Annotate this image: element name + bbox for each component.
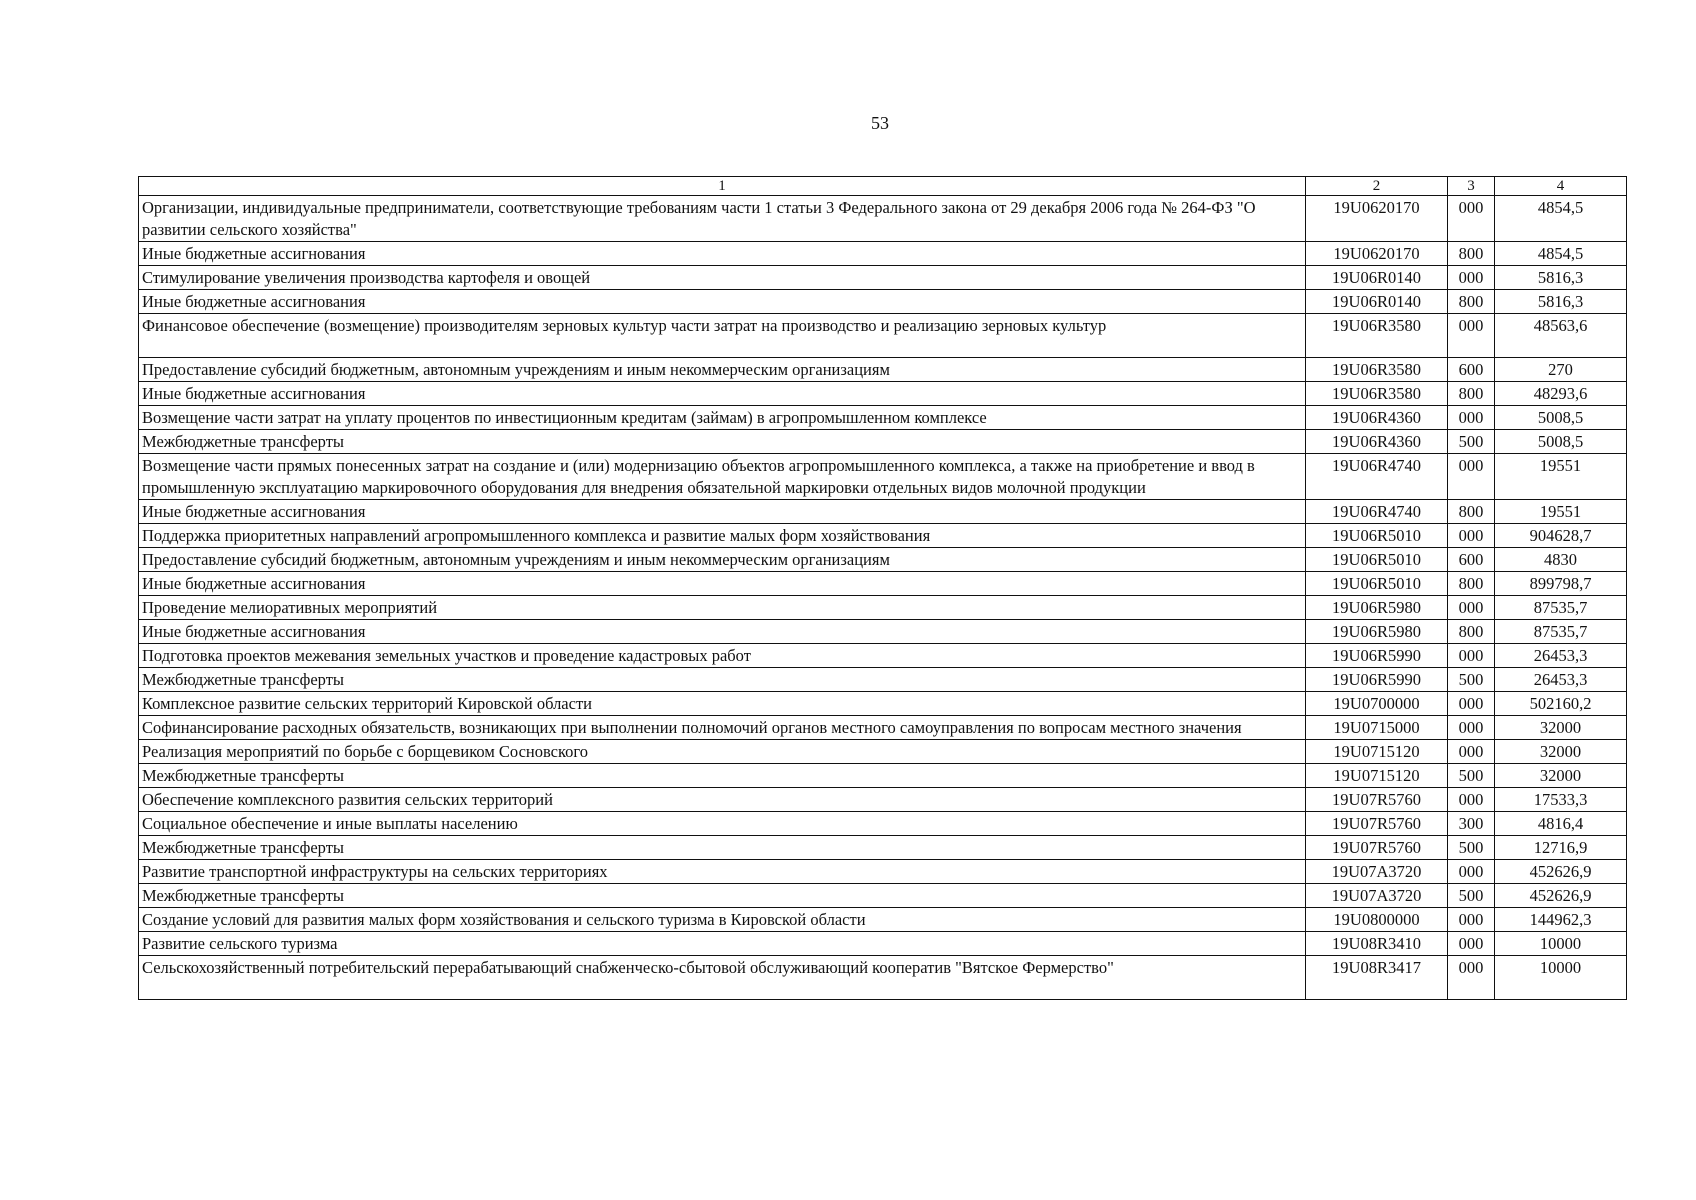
code-cell: 19U06R3580 xyxy=(1306,314,1448,358)
name-cell: Социальное обеспечение и иные выплаты населению xyxy=(139,812,1306,836)
expense-type-cell: 000 xyxy=(1448,860,1495,884)
name-cell: Финансовое обеспечение (возмещение) производителям зерновых культур части затрат на производство и реализацию зерновых культур xyxy=(139,314,1306,358)
name-cell: Сельскохозяйственный потребительский перерабатывающий снабженческо-сбытовой обслуживающий кооператив "Вятское Фермерство" xyxy=(139,956,1306,1000)
code-cell: 19U0715000 xyxy=(1306,716,1448,740)
expense-type-cell: 000 xyxy=(1448,406,1495,430)
sum-cell: 10000 xyxy=(1495,956,1627,1000)
sum-cell: 19551 xyxy=(1495,500,1627,524)
sum-cell: 48293,6 xyxy=(1495,382,1627,406)
code-cell: 19U06R5990 xyxy=(1306,668,1448,692)
sum-cell: 17533,3 xyxy=(1495,788,1627,812)
table-row xyxy=(139,860,1627,884)
sum-cell: 48563,6 xyxy=(1495,314,1627,358)
expense-type-cell: 300 xyxy=(1448,812,1495,836)
table-row xyxy=(139,956,1627,1000)
table-row xyxy=(139,548,1627,572)
code-cell: 19U0700000 xyxy=(1306,692,1448,716)
code-cell: 19U08R3417 xyxy=(1306,956,1448,1000)
sum-cell: 32000 xyxy=(1495,764,1627,788)
sum-cell: 5008,5 xyxy=(1495,430,1627,454)
table-row xyxy=(139,620,1627,644)
expense-type-cell: 000 xyxy=(1448,266,1495,290)
name-cell: Иные бюджетные ассигнования xyxy=(139,500,1306,524)
name-cell: Возмещение части прямых понесенных затрат на создание и (или) модернизацию объектов агропромышленного комплекса, а также на приобретение и ввод в промышленную эксплуатацию маркировочного оборудования для внедрения обязательной маркировки отдельных видов молочной продукции xyxy=(139,454,1306,500)
name-cell: Иные бюджетные ассигнования xyxy=(139,290,1306,314)
name-cell: Подготовка проектов межевания земельных участков и проведение кадастровых работ xyxy=(139,644,1306,668)
expense-type-cell: 000 xyxy=(1448,644,1495,668)
expense-type-cell: 500 xyxy=(1448,764,1495,788)
sum-cell: 10000 xyxy=(1495,932,1627,956)
table-row xyxy=(139,314,1627,358)
expense-type-cell: 800 xyxy=(1448,382,1495,406)
sum-cell: 4830 xyxy=(1495,548,1627,572)
code-cell: 19U06R4360 xyxy=(1306,406,1448,430)
table-row xyxy=(139,836,1627,860)
sum-cell: 32000 xyxy=(1495,716,1627,740)
sum-cell: 899798,7 xyxy=(1495,572,1627,596)
expense-type-cell: 800 xyxy=(1448,620,1495,644)
expense-type-cell: 000 xyxy=(1448,314,1495,358)
table-row xyxy=(139,524,1627,548)
sum-cell: 87535,7 xyxy=(1495,620,1627,644)
sum-cell: 4854,5 xyxy=(1495,196,1627,242)
table-row xyxy=(139,242,1627,266)
sum-cell: 12716,9 xyxy=(1495,836,1627,860)
table-row xyxy=(139,764,1627,788)
code-cell: 19U07A3720 xyxy=(1306,884,1448,908)
expense-type-cell: 500 xyxy=(1448,884,1495,908)
sum-cell: 502160,2 xyxy=(1495,692,1627,716)
sum-cell: 87535,7 xyxy=(1495,596,1627,620)
name-cell: Предоставление субсидий бюджетным, автономным учреждениям и иным некоммерческим организациям xyxy=(139,548,1306,572)
expense-type-cell: 600 xyxy=(1448,548,1495,572)
code-cell: 19U08R3410 xyxy=(1306,932,1448,956)
name-cell: Организации, индивидуальные предприниматели, соответствующие требованиям части 1 статьи 3 Федерального закона от 29 декабря 2006 года № 264-ФЗ "О развитии сельского хозяйства" xyxy=(139,196,1306,242)
expense-type-cell: 000 xyxy=(1448,692,1495,716)
expense-type-cell: 800 xyxy=(1448,572,1495,596)
name-cell: Межбюджетные трансферты xyxy=(139,668,1306,692)
name-cell: Поддержка приоритетных направлений агропромышленного комплекса и развитие малых форм хозяйствования xyxy=(139,524,1306,548)
code-cell: 19U06R0140 xyxy=(1306,266,1448,290)
expense-type-cell: 600 xyxy=(1448,358,1495,382)
code-cell: 19U06R0140 xyxy=(1306,290,1448,314)
code-cell: 19U0800000 xyxy=(1306,908,1448,932)
table-row xyxy=(139,454,1627,500)
table-row xyxy=(139,572,1627,596)
code-cell: 19U06R4740 xyxy=(1306,500,1448,524)
header-col-4: 4 xyxy=(1495,177,1627,196)
code-cell: 19U06R5980 xyxy=(1306,620,1448,644)
name-cell: Комплексное развитие сельских территорий Кировской области xyxy=(139,692,1306,716)
table-row xyxy=(139,266,1627,290)
sum-cell: 19551 xyxy=(1495,454,1627,500)
expense-type-cell: 000 xyxy=(1448,740,1495,764)
header-col-3: 3 xyxy=(1448,177,1495,196)
name-cell: Предоставление субсидий бюджетным, автономным учреждениям и иным некоммерческим организациям xyxy=(139,358,1306,382)
table-body xyxy=(139,196,1627,1000)
expense-type-cell: 000 xyxy=(1448,196,1495,242)
sum-cell: 4816,4 xyxy=(1495,812,1627,836)
code-cell: 19U07R5760 xyxy=(1306,788,1448,812)
table-row xyxy=(139,406,1627,430)
table-row xyxy=(139,812,1627,836)
expense-type-cell: 000 xyxy=(1448,932,1495,956)
code-cell: 19U07R5760 xyxy=(1306,836,1448,860)
name-cell: Иные бюджетные ассигнования xyxy=(139,572,1306,596)
name-cell: Иные бюджетные ассигнования xyxy=(139,382,1306,406)
budget-table xyxy=(138,176,1627,1000)
code-cell: 19U06R5010 xyxy=(1306,524,1448,548)
header-col-1: 1 xyxy=(139,177,1306,196)
code-cell: 19U0620170 xyxy=(1306,196,1448,242)
expense-type-cell: 800 xyxy=(1448,500,1495,524)
table-row xyxy=(139,196,1627,242)
page-number: 53 xyxy=(871,113,889,133)
header-col-2: 2 xyxy=(1306,177,1448,196)
code-cell: 19U06R4740 xyxy=(1306,454,1448,500)
code-cell: 19U06R5990 xyxy=(1306,644,1448,668)
table-row xyxy=(139,716,1627,740)
name-cell: Создание условий для развития малых форм хозяйствования и сельского туризма в Кировской области xyxy=(139,908,1306,932)
code-cell: 19U06R5010 xyxy=(1306,572,1448,596)
code-cell: 19U07A3720 xyxy=(1306,860,1448,884)
expense-type-cell: 500 xyxy=(1448,668,1495,692)
table-row xyxy=(139,290,1627,314)
name-cell: Обеспечение комплексного развития сельских территорий xyxy=(139,788,1306,812)
sum-cell: 270 xyxy=(1495,358,1627,382)
name-cell: Софинансирование расходных обязательств, возникающих при выполнении полномочий органов местного самоуправления по вопросам местного значения xyxy=(139,716,1306,740)
sum-cell: 26453,3 xyxy=(1495,644,1627,668)
name-cell: Проведение мелиоративных мероприятий xyxy=(139,596,1306,620)
code-cell: 19U06R3580 xyxy=(1306,358,1448,382)
table-row xyxy=(139,430,1627,454)
expense-type-cell: 000 xyxy=(1448,956,1495,1000)
expense-type-cell: 000 xyxy=(1448,716,1495,740)
expense-type-cell: 800 xyxy=(1448,242,1495,266)
table-row xyxy=(139,358,1627,382)
table-row xyxy=(139,382,1627,406)
table-row xyxy=(139,788,1627,812)
sum-cell: 32000 xyxy=(1495,740,1627,764)
table-row xyxy=(139,884,1627,908)
name-cell: Развитие сельского туризма xyxy=(139,932,1306,956)
name-cell: Иные бюджетные ассигнования xyxy=(139,620,1306,644)
name-cell: Стимулирование увеличения производства картофеля и овощей xyxy=(139,266,1306,290)
sum-cell: 5008,5 xyxy=(1495,406,1627,430)
sum-cell: 452626,9 xyxy=(1495,884,1627,908)
sum-cell: 4854,5 xyxy=(1495,242,1627,266)
name-cell: Возмещение части затрат на уплату процентов по инвестиционным кредитам (займам) в агропромышленном комплексе xyxy=(139,406,1306,430)
code-cell: 19U0715120 xyxy=(1306,764,1448,788)
expense-type-cell: 500 xyxy=(1448,430,1495,454)
code-cell: 19U06R5010 xyxy=(1306,548,1448,572)
table-row xyxy=(139,668,1627,692)
code-cell: 19U06R4360 xyxy=(1306,430,1448,454)
expense-type-cell: 000 xyxy=(1448,524,1495,548)
sum-cell: 5816,3 xyxy=(1495,266,1627,290)
table-row xyxy=(139,500,1627,524)
expense-type-cell: 000 xyxy=(1448,908,1495,932)
table-row xyxy=(139,692,1627,716)
code-cell: 19U0715120 xyxy=(1306,740,1448,764)
sum-cell: 452626,9 xyxy=(1495,860,1627,884)
expense-type-cell: 000 xyxy=(1448,596,1495,620)
name-cell: Иные бюджетные ассигнования xyxy=(139,242,1306,266)
sum-cell: 5816,3 xyxy=(1495,290,1627,314)
table-row xyxy=(139,596,1627,620)
code-cell: 19U0620170 xyxy=(1306,242,1448,266)
header-row xyxy=(139,177,1627,196)
table-row xyxy=(139,644,1627,668)
name-cell: Межбюджетные трансферты xyxy=(139,836,1306,860)
code-cell: 19U06R5980 xyxy=(1306,596,1448,620)
table-row xyxy=(139,932,1627,956)
code-cell: 19U06R3580 xyxy=(1306,382,1448,406)
sum-cell: 144962,3 xyxy=(1495,908,1627,932)
name-cell: Межбюджетные трансферты xyxy=(139,884,1306,908)
name-cell: Межбюджетные трансферты xyxy=(139,430,1306,454)
table-row xyxy=(139,740,1627,764)
expense-type-cell: 500 xyxy=(1448,836,1495,860)
expense-type-cell: 000 xyxy=(1448,454,1495,500)
code-cell: 19U07R5760 xyxy=(1306,812,1448,836)
name-cell: Реализация мероприятий по борьбе с борщевиком Сосновского xyxy=(139,740,1306,764)
sum-cell: 904628,7 xyxy=(1495,524,1627,548)
name-cell: Развитие транспортной инфраструктуры на сельских территориях xyxy=(139,860,1306,884)
sum-cell: 26453,3 xyxy=(1495,668,1627,692)
expense-type-cell: 800 xyxy=(1448,290,1495,314)
table-row xyxy=(139,908,1627,932)
name-cell: Межбюджетные трансферты xyxy=(139,764,1306,788)
expense-type-cell: 000 xyxy=(1448,788,1495,812)
